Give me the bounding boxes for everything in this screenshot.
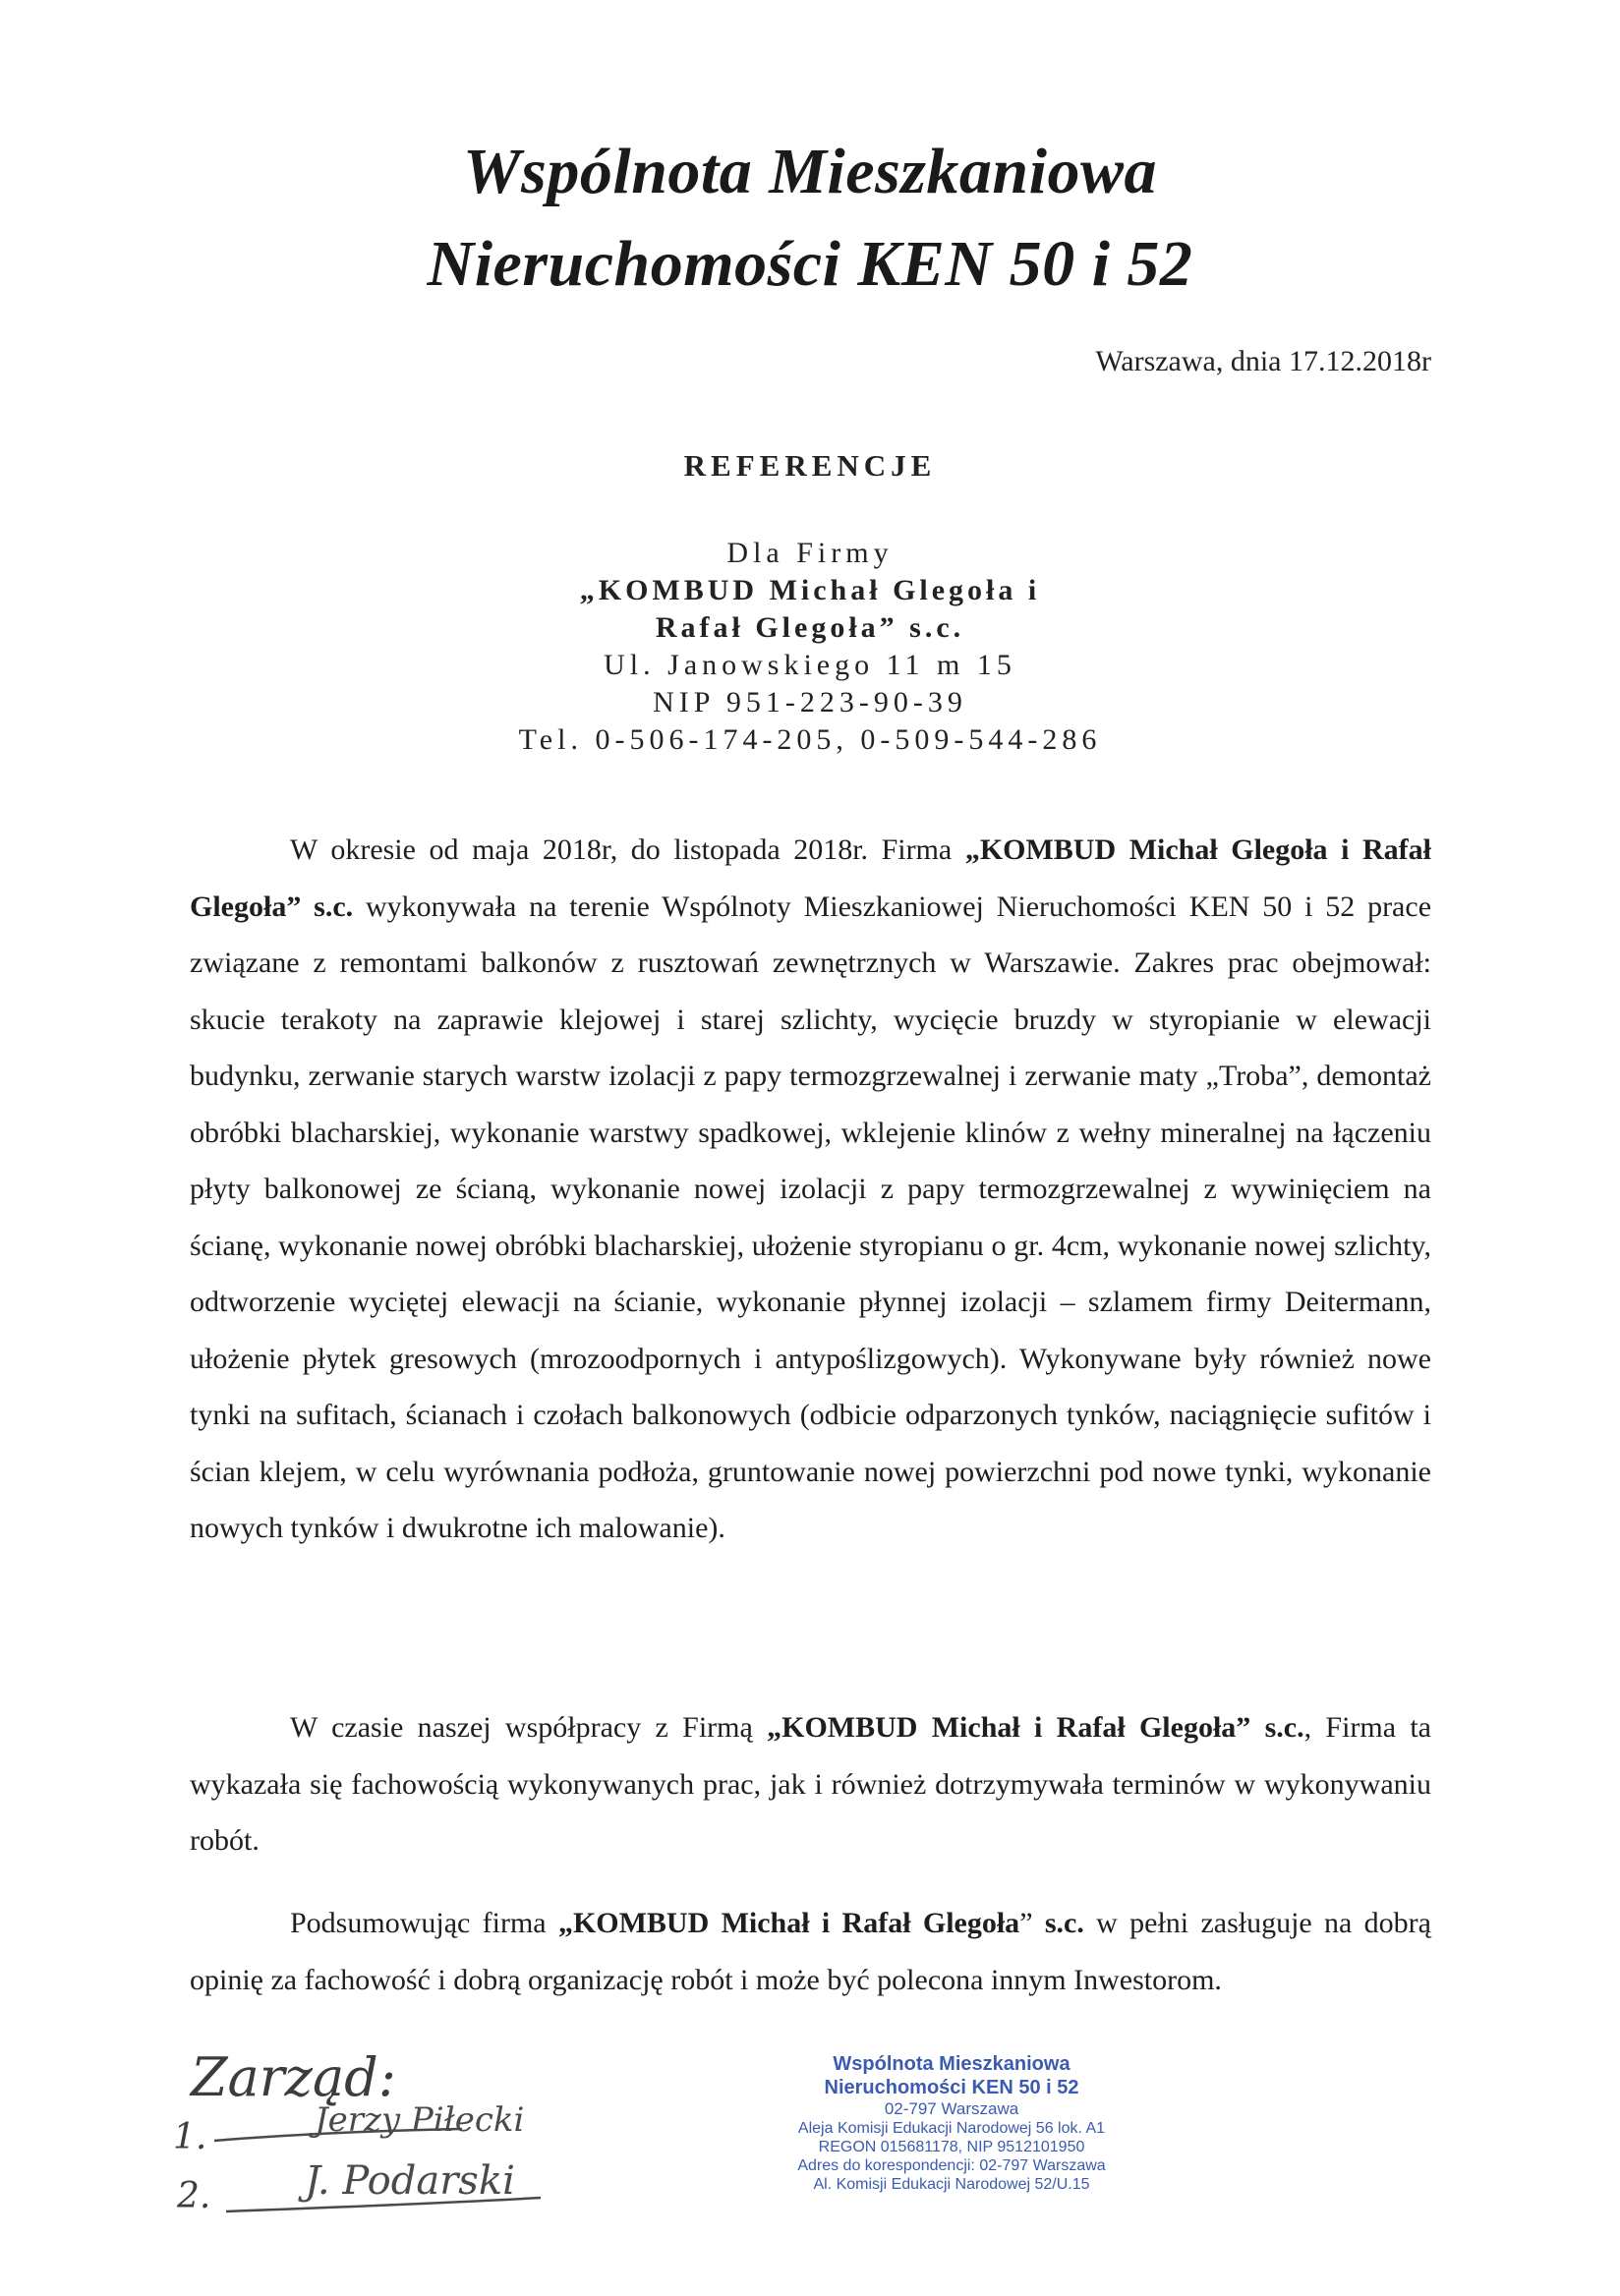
stamp-line-3: 02-797 Warszawa — [884, 2099, 1019, 2118]
stamp-line-7: Al. Komisji Edukacji Narodowej 52/U.15 — [813, 2176, 1090, 2193]
signature-block — [167, 2025, 678, 2221]
recipient-line-1: Dla Firmy — [726, 537, 894, 569]
document-title: REFERENCJE — [683, 448, 937, 483]
recipient-nip: NIP 951-223-90-39 — [653, 686, 967, 718]
paragraph-3-company: „KOMBUD Michał i Rafał Glegoła — [557, 1907, 1020, 1939]
paragraph-3 — [190, 1895, 1431, 2008]
stamp-line-5: REGON 015681178, NIP 9512101950 — [818, 2139, 1085, 2155]
stamp-line-2: Nieruchomości KEN 50 i 52 — [824, 2077, 1079, 2098]
paragraph-1-text-c: wykonywała na terenie Wspólnoty Mieszkaniowej Nieruchomości KEN 50 i 52 prace związane z remontami balkonów z rusztowań zewnętrznych w Warszawie. Zakres prac obejmował: skucie terakoty na zaprawie klejowej i starej szlichty, wycięcie bruzdy w styropianie w elewacji budynku, zerwanie starych warstw izolacji z papy termozgrzewalnej i zerwanie maty „Troba”, demontaż obróbki blacharskiej, wykonanie warstwy spadkowej, wklejenie klinów z wełny mineralnej na łączeniu płyty balkonowej ze ścianą, wykonanie nowej izolacji z papy termozgrzewalnej z wywinięciem na ścianę, wykonanie nowej obróbki blacharskiej, ułożenie styropianu o gr. 4cm, wykonanie nowej szlichty, odtworzenie wyciętej elewacji na ścianie, wykonanie płynnej izolacji – szlamem firmy Deitermann, ułożenie płytek gresowych (mrozoodpornych i antypoślizgowych). Wykonywane były również nowe tynki na sufitach, ścianach i czołach balkonowych (odbicie odparzonych tynków, naciągnięcie sufitów i ścian klejem, w celu wyrównania podłoża, gruntowanie nowej powierzchni pod nowe tynki, wykonanie nowych tynków i dwukrotne ich malowanie). — [190, 890, 1432, 1544]
association-stamp — [745, 2052, 1158, 2194]
stamp-line-4: Aleja Komisji Edukacji Narodowej 56 lok. A1 — [797, 2120, 1106, 2137]
paragraph-3-sc: s.c. — [1044, 1907, 1084, 1939]
signature-name-2: J. Podarski — [305, 2158, 515, 2204]
stamp-line-6: Adres do korespondencji: 02-797 Warszawa — [797, 2157, 1106, 2174]
recipient-street: Ul. Janowskiego 11 m 15 — [604, 649, 1016, 681]
paragraph-1-company: „KOMBUD Michał Glegoła i Rafał Glegoła” s.c. — [190, 833, 1431, 923]
recipient-company-line-1: „KOMBUD Michał Glegoła i — [579, 574, 1041, 606]
signature-name-1: Jerzy Piłecki — [315, 2100, 525, 2140]
paragraph-3-text-e: w pełni zasługuje na dobrą opinię za fachowość i dobrą organizację robót i może być polecona innym Inwestorom. — [190, 1907, 1431, 1996]
paragraph-2-company: „KOMBUD Michał i Rafał Glegoła” s.c. — [767, 1711, 1304, 1744]
date-place: Warszawa, dnia 17.12.2018r — [1095, 345, 1431, 377]
stamp-line-1: Wspólnota Mieszkaniowa — [833, 2053, 1070, 2075]
paragraph-2-text-c: , Firma ta wykazała się fachowością wykonywanych prac, jak i również dotrzymywała terminów w wykonywaniu robót. — [190, 1711, 1431, 1857]
recipient-phone: Tel. 0-506-174-205, 0-509-544-286 — [518, 723, 1102, 756]
signature-drawing — [167, 2025, 678, 2221]
paragraph-3-quote: ” — [1019, 1907, 1045, 1939]
paragraph-2-text-a: W czasie naszej współpracy z Firmą — [290, 1711, 768, 1744]
letterhead-line-1: Wspólnota Mieszkaniowa — [463, 136, 1157, 207]
signature-number-2: 2. — [177, 2176, 211, 2216]
letterhead — [0, 126, 1620, 311]
letterhead-line-2: Nieruchomości KEN 50 i 52 — [427, 228, 1193, 300]
paragraph-1-text-a: W okresie od maja 2018r, do listopada 2018r. Firma — [290, 833, 965, 866]
paragraph-2 — [190, 1699, 1431, 1869]
paragraph-3-text-a: Podsumowując firma — [290, 1907, 558, 1939]
signature-heading: Zarząd: — [191, 2046, 396, 2108]
signature-number-1: 1. — [173, 2117, 207, 2157]
paragraph-1 — [190, 822, 1431, 1557]
recipient-company-line-2: Rafał Glegoła” s.c. — [655, 611, 965, 644]
recipient-block — [0, 535, 1620, 759]
